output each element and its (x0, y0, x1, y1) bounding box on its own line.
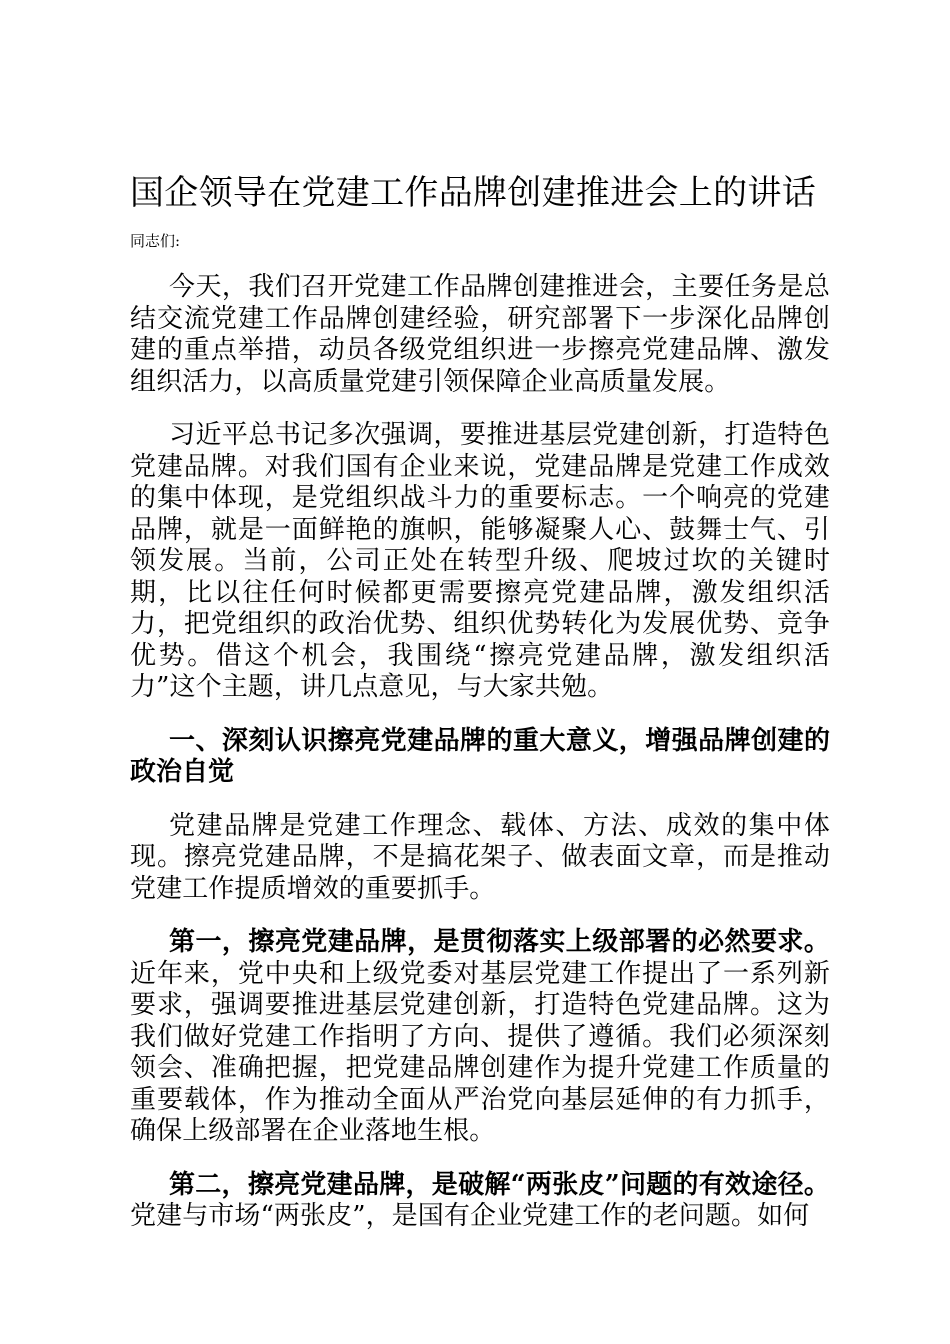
paragraph-section-intro: 党建品牌是党建工作理念、载体、方法、成效的集中体现。擦亮党建品牌，不是搞花架子、做表面文章，而是推动党建工作提质增效的重要抓手。 (130, 810, 830, 904)
point-2-paragraph (130, 1170, 830, 1233)
point-2-lead: 第二，擦亮党建品牌，是破解“两张皮”问题的有效途径。 (169, 1169, 830, 1200)
point-2-body: 党建与市场“两张皮”，是国有企业党建工作的老问题。如何 (130, 1201, 810, 1231)
section-heading-1: 一、深刻认识擦亮党建品牌的重大意义，增强品牌创建的政治自觉 (130, 725, 830, 787)
point-1-paragraph (130, 927, 830, 1148)
paragraph-opening: 今天，我们召开党建工作品牌创建推进会，主要任务是总结交流党建工作品牌创建经验，研究部署下一步深化品牌创建的重点举措，动员各级党组织进一步擦亮党建品牌、激发组织活力，以高质量党建引领保障企业高质量发展。 (130, 272, 830, 397)
document-page (130, 168, 830, 1255)
document-title: 国企领导在党建工作品牌创建推进会上的讲话 (130, 173, 816, 213)
paragraph-context: 习近平总书记多次强调，要推进基层党建创新，打造特色党建品牌。对我们国有企业来说，党建品牌是党建工作成效的集中体现，是党组织战斗力的重要标志。一个响亮的党建品牌，就是一面鲜艳的旗帜，能够凝聚人心、鼓舞士气、引领发展。当前，公司正处在转型升级、爬坡过坎的关键时期，比以往任何时候都更需要擦亮党建品牌，激发组织活力，把党组织的政治优势、组织优势转化为发展优势、竞争优势。借这个机会，我围绕“擦亮党建品牌，激发组织活力”这个主题，讲几点意见，与大家共勉。 (130, 420, 830, 702)
point-1-lead: 第一，擦亮党建品牌，是贯彻落实上级部署的必然要求。 (169, 927, 830, 957)
point-1-body: 近年来，党中央和上级党委对基层党建工作提出了一系列新要求，强调要推进基层党建创新，打造特色党建品牌。这为我们做好党建工作指明了方向、提供了遵循。我们必须深刻领会、准确把握，把党建品牌创建作为提升党建工作质量的重要载体，作为推动全面从严治党向基层延伸的有力抓手，确保上级部署在企业落地生根。 (130, 958, 830, 1146)
salutation: 同志们: (130, 232, 181, 250)
